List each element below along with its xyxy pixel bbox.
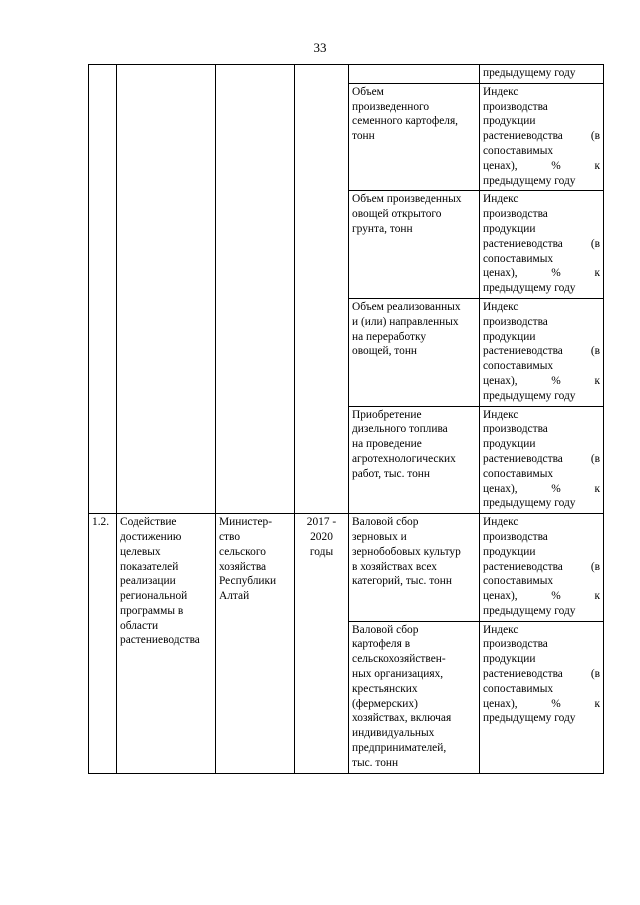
row-number-cell: 1.2. bbox=[89, 514, 117, 774]
result-cell: Индекс производства продукции растениеводства (в сопоставимых ценах), % к предыдущему году bbox=[480, 621, 604, 773]
row-number-cell bbox=[89, 65, 117, 514]
result-cell: Индекс производства продукции растениеводства (в сопоставимых ценах), % к предыдущему году bbox=[480, 191, 604, 299]
indicator-cell: Валовой сбор зерновых и зернобобовых культур в хозяйствах всех категорий, тыс. тонн bbox=[349, 514, 480, 622]
indicator-cell: Объем произведенных овощей открытого грунта, тонн bbox=[349, 191, 480, 299]
table-row bbox=[89, 514, 604, 622]
program-table bbox=[88, 64, 604, 774]
executor-cell bbox=[216, 65, 295, 514]
page-number: 33 bbox=[313, 40, 327, 55]
executor-cell: Министер- ство сельского хозяйства Республики Алтай bbox=[216, 514, 295, 774]
result-cell: предыдущему году bbox=[480, 65, 604, 84]
period-cell bbox=[295, 65, 349, 514]
table-row bbox=[89, 65, 604, 84]
indicator-cell: Валовой сбор картофеля в сельскохозяйствен- ных организациях, крестьянских (фермерских) хозяйствах, включая индивидуальных предпринимателей, тыс. тонн bbox=[349, 621, 480, 773]
indicator-cell: Объем произведенного семенного картофеля, тонн bbox=[349, 83, 480, 191]
task-cell: Содействие достижению целевых показателей реализации региональной программы в области растениеводства bbox=[117, 514, 216, 774]
result-cell: Индекс производства продукции растениеводства (в сопоставимых ценах), % к предыдущему году bbox=[480, 514, 604, 622]
result-cell: Индекс производства продукции растениеводства (в сопоставимых ценах), % к предыдущему году bbox=[480, 298, 604, 406]
task-cell bbox=[117, 65, 216, 514]
indicator-cell bbox=[349, 65, 480, 84]
indicator-cell: Приобретение дизельного топлива на проведение агротехнологических работ, тыс. тонн bbox=[349, 406, 480, 514]
period-cell: 2017 - 2020 годы bbox=[295, 514, 349, 774]
result-cell: Индекс производства продукции растениеводства (в сопоставимых ценах), % к предыдущему году bbox=[480, 406, 604, 514]
indicator-cell: Объем реализованных и (или) направленных на переработку овощей, тонн bbox=[349, 298, 480, 406]
result-cell: Индекс производства продукции растениеводства (в сопоставимых ценах), % к предыдущему году bbox=[480, 83, 604, 191]
